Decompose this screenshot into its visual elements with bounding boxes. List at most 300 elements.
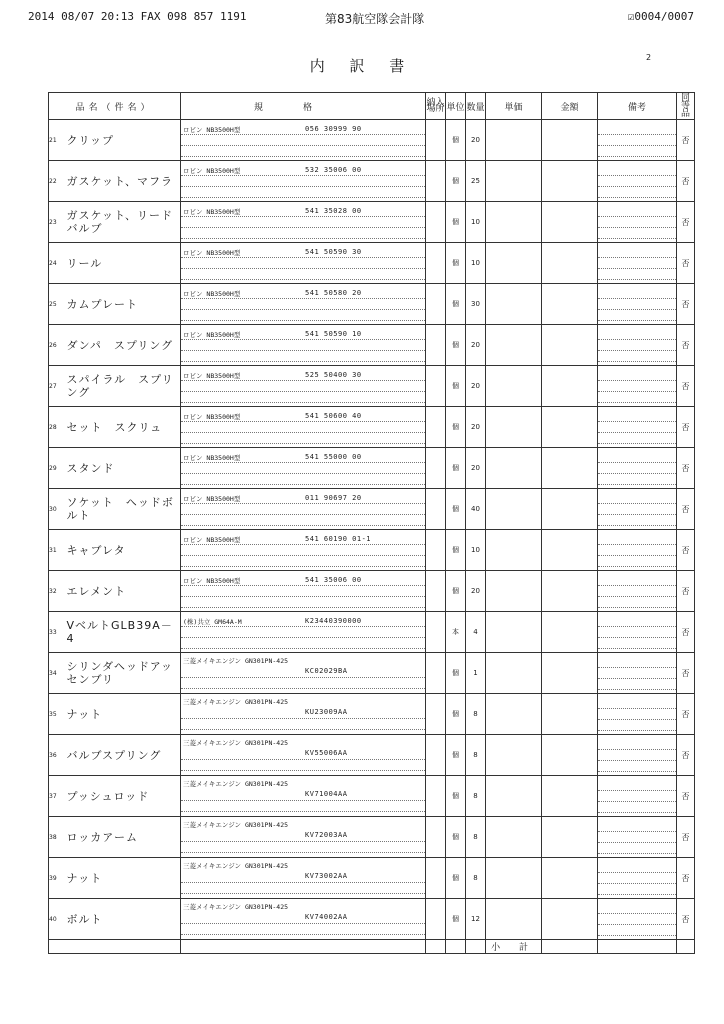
item-spec <box>181 612 426 653</box>
note-line <box>598 464 676 474</box>
unit-price-cell <box>486 735 542 776</box>
spec-line <box>181 575 425 586</box>
note-cell <box>598 120 677 161</box>
table-row <box>49 120 695 161</box>
spec-manufacturer: ロビン NB3500H型 <box>183 330 241 339</box>
note-line <box>598 844 676 854</box>
note-line <box>598 557 676 567</box>
quantity-cell: 20 <box>466 407 486 448</box>
item-name: スパイラル スプリング <box>67 366 181 407</box>
delivery-cell <box>426 202 446 243</box>
spec-part-number: KV55006AA <box>305 749 348 757</box>
delivery-cell <box>426 161 446 202</box>
unit-price-cell <box>486 653 542 694</box>
note-line <box>598 710 676 720</box>
unit-price-cell <box>486 325 542 366</box>
equivalent-flag: 否 <box>677 161 695 202</box>
note-line <box>598 658 676 668</box>
amount-cell <box>542 612 598 653</box>
subtotal-amount <box>542 940 598 954</box>
spec-line <box>181 247 425 258</box>
item-spec <box>181 284 426 325</box>
note-line <box>598 926 676 936</box>
amount-cell <box>542 653 598 694</box>
note-line <box>598 494 676 504</box>
note-line <box>598 166 676 176</box>
quantity-cell: 30 <box>466 284 486 325</box>
equivalent-flag: 否 <box>677 776 695 817</box>
column-header-qty: 数量 <box>466 93 486 120</box>
unit-cell: 個 <box>446 325 466 366</box>
equivalent-flag: 否 <box>677 612 695 653</box>
amount-cell <box>542 489 598 530</box>
note-line <box>598 188 676 198</box>
unit-cell: 個 <box>446 366 466 407</box>
subtotal-flag <box>677 940 695 954</box>
item-name: ボルト <box>67 899 181 940</box>
note-line <box>598 740 676 750</box>
note-line <box>598 393 676 403</box>
quantity-cell: 12 <box>466 899 486 940</box>
spec-line <box>181 411 425 422</box>
unit-price-cell <box>486 776 542 817</box>
spec-line <box>181 124 425 135</box>
note-line <box>598 792 676 802</box>
table-row <box>49 243 695 284</box>
column-header-spec: 規格 <box>181 93 426 120</box>
note-line <box>598 341 676 351</box>
unit-price-cell <box>486 202 542 243</box>
quantity-cell: 20 <box>466 366 486 407</box>
spec-line <box>181 474 425 485</box>
amount-cell <box>542 817 598 858</box>
quantity-cell: 20 <box>466 448 486 489</box>
note-line <box>598 628 676 638</box>
note-cell <box>598 202 677 243</box>
row-number: 24 <box>49 243 67 284</box>
item-spec <box>181 161 426 202</box>
subtotal-blank <box>426 940 446 954</box>
note-line <box>598 125 676 135</box>
spec-line <box>181 422 425 433</box>
item-name: ロッカアーム <box>67 817 181 858</box>
amount-cell <box>542 735 598 776</box>
equivalent-flag: 否 <box>677 899 695 940</box>
unit-price-cell <box>486 489 542 530</box>
note-cell <box>598 407 677 448</box>
spec-manufacturer: 三菱メイキエンジン GN301PN-425 <box>183 821 289 829</box>
amount-cell <box>542 366 598 407</box>
table-row <box>49 284 695 325</box>
item-name: リール <box>67 243 181 284</box>
item-name: セット スクリュ <box>67 407 181 448</box>
note-cell <box>598 366 677 407</box>
unit-price-cell <box>486 161 542 202</box>
spec-line <box>181 493 425 504</box>
subtotal-blank <box>446 940 466 954</box>
delivery-cell <box>426 653 446 694</box>
row-number: 40 <box>49 899 67 940</box>
unit-cell: 個 <box>446 202 466 243</box>
spec-line <box>181 187 425 198</box>
column-header-amount: 金額 <box>542 93 598 120</box>
table-row <box>49 899 695 940</box>
spec-manufacturer: 三菱メイキエンジン GN301PN-425 <box>183 698 289 706</box>
spec-line <box>181 883 425 894</box>
spec-line <box>181 657 425 678</box>
note-line <box>598 781 676 791</box>
spec-line <box>181 135 425 146</box>
amount-cell <box>542 120 598 161</box>
item-spec <box>181 366 426 407</box>
item-spec <box>181 899 426 940</box>
note-line <box>598 352 676 362</box>
unit-cell: 個 <box>446 735 466 776</box>
spec-manufacturer: (株)共立 GM64A-M <box>183 617 242 626</box>
delivery-cell <box>426 530 446 571</box>
item-name: ダンパ スプリング <box>67 325 181 366</box>
table-row <box>49 161 695 202</box>
column-header-note: 備考 <box>598 93 677 120</box>
note-line <box>598 669 676 679</box>
spec-manufacturer: 三菱メイキエンジン GN301PN-425 <box>183 739 289 747</box>
item-name: カムプレート <box>67 284 181 325</box>
spec-part-number: KV71004AA <box>305 790 348 798</box>
delivery-cell <box>426 571 446 612</box>
item-spec <box>181 407 426 448</box>
note-line <box>598 751 676 761</box>
unit-cell: 個 <box>446 407 466 448</box>
note-cell <box>598 612 677 653</box>
note-line <box>598 576 676 586</box>
unit-cell: 個 <box>446 899 466 940</box>
table-row <box>49 366 695 407</box>
spec-part-number: K23440390000 <box>305 616 362 625</box>
note-cell <box>598 817 677 858</box>
equivalent-flag: 否 <box>677 735 695 776</box>
fax-sender-name: 第83航空隊会計隊 <box>325 12 425 26</box>
note-line <box>598 833 676 843</box>
note-line <box>598 229 676 239</box>
subtotal-blank <box>181 940 426 954</box>
row-number: 34 <box>49 653 67 694</box>
spec-part-number: 056 30999 90 <box>305 124 362 133</box>
note-cell <box>598 489 677 530</box>
equivalent-flag: 否 <box>677 243 695 284</box>
unit-cell: 個 <box>446 694 466 735</box>
page-number: 2 <box>646 53 652 62</box>
spec-manufacturer: 三菱メイキエンジン GN301PN-425 <box>183 862 289 870</box>
item-name: ナット <box>67 694 181 735</box>
unit-cell: 個 <box>446 817 466 858</box>
spec-line <box>181 299 425 310</box>
spec-line <box>181 924 425 935</box>
spec-part-number: 541 35006 00 <box>305 575 362 584</box>
spec-part-number: 011 90697 20 <box>305 493 362 502</box>
delivery-cell <box>426 858 446 899</box>
equivalent-flag: 否 <box>677 694 695 735</box>
unit-price-cell <box>486 612 542 653</box>
item-spec <box>181 653 426 694</box>
subtotal-blank <box>466 940 486 954</box>
equivalent-flag: 否 <box>677 571 695 612</box>
delivery-cell <box>426 448 446 489</box>
spec-line <box>181 597 425 608</box>
document-title: 内 訳 書 <box>309 57 415 75</box>
column-header-name: 品名（件名） <box>49 93 181 120</box>
itemized-statement-table <box>48 92 695 954</box>
item-spec <box>181 817 426 858</box>
item-name: ナット <box>67 858 181 899</box>
spec-line <box>181 206 425 217</box>
unit-cell: 個 <box>446 284 466 325</box>
note-line <box>598 680 676 690</box>
spec-line <box>181 616 425 627</box>
equivalent-flag: 否 <box>677 448 695 489</box>
item-spec <box>181 735 426 776</box>
equivalent-flag: 否 <box>677 202 695 243</box>
table-row <box>49 325 695 366</box>
spec-manufacturer: ロビン NB3500H型 <box>183 535 241 544</box>
note-line <box>598 475 676 485</box>
spec-manufacturer: ロビン NB3500H型 <box>183 166 241 175</box>
item-name: ガスケット、リードバルブ <box>67 202 181 243</box>
spec-line <box>181 515 425 526</box>
item-name: ガスケット、マフラ <box>67 161 181 202</box>
row-number: 37 <box>49 776 67 817</box>
spec-line <box>181 310 425 321</box>
note-cell <box>598 325 677 366</box>
equivalent-flag: 否 <box>677 858 695 899</box>
row-number: 32 <box>49 571 67 612</box>
spec-line <box>181 381 425 392</box>
note-line <box>598 874 676 884</box>
unit-price-cell <box>486 366 542 407</box>
spec-line <box>181 392 425 403</box>
spec-part-number: 541 50590 30 <box>305 247 362 256</box>
table-row <box>49 694 695 735</box>
note-line <box>598 863 676 873</box>
spec-part-number: KV72003AA <box>305 831 348 839</box>
item-spec <box>181 776 426 817</box>
item-name: VベルトGLB39A－4 <box>67 612 181 653</box>
note-line <box>598 639 676 649</box>
spec-line <box>181 452 425 463</box>
spec-manufacturer: ロビン NB3500H型 <box>183 207 241 216</box>
note-line <box>598 587 676 597</box>
note-line <box>598 535 676 545</box>
spec-line <box>181 329 425 340</box>
item-spec <box>181 571 426 612</box>
note-line <box>598 516 676 526</box>
unit-cell: 個 <box>446 530 466 571</box>
column-header-equivalent: 同等品 <box>677 93 695 120</box>
item-name: キャブレタ <box>67 530 181 571</box>
equivalent-flag: 否 <box>677 489 695 530</box>
note-line <box>598 382 676 392</box>
spec-line <box>181 288 425 299</box>
row-number: 33 <box>49 612 67 653</box>
item-name: シリンダヘッドアッセンブリ <box>67 653 181 694</box>
quantity-cell: 20 <box>466 120 486 161</box>
spec-line <box>181 165 425 176</box>
delivery-cell <box>426 694 446 735</box>
note-line <box>598 762 676 772</box>
spec-line <box>181 760 425 771</box>
subtotal-note <box>598 940 677 954</box>
spec-line <box>181 556 425 567</box>
amount-cell <box>542 202 598 243</box>
spec-line <box>181 638 425 649</box>
item-name: ソケット ヘッドボルト <box>67 489 181 530</box>
row-number: 31 <box>49 530 67 571</box>
table-row <box>49 653 695 694</box>
note-line <box>598 300 676 310</box>
unit-price-cell <box>486 448 542 489</box>
spec-line <box>181 433 425 444</box>
quantity-cell: 4 <box>466 612 486 653</box>
subtotal-blank <box>49 940 181 954</box>
row-number: 26 <box>49 325 67 366</box>
subtotal-label: 小 計 <box>486 940 542 954</box>
quantity-cell: 8 <box>466 858 486 899</box>
spec-line <box>181 739 425 760</box>
delivery-cell <box>426 817 446 858</box>
delivery-cell <box>426 899 446 940</box>
item-spec <box>181 120 426 161</box>
unit-price-cell <box>486 899 542 940</box>
note-line <box>598 147 676 157</box>
note-cell <box>598 243 677 284</box>
quantity-cell: 20 <box>466 571 486 612</box>
spec-line <box>181 719 425 730</box>
equivalent-flag: 否 <box>677 653 695 694</box>
unit-price-cell <box>486 858 542 899</box>
note-line <box>598 822 676 832</box>
spec-line <box>181 351 425 362</box>
amount-cell <box>542 284 598 325</box>
delivery-cell <box>426 243 446 284</box>
amount-cell <box>542 899 598 940</box>
item-name: スタンド <box>67 448 181 489</box>
spec-line <box>181 678 425 689</box>
spec-line <box>181 780 425 801</box>
spec-manufacturer: ロビン NB3500H型 <box>183 371 241 380</box>
row-number: 23 <box>49 202 67 243</box>
spec-manufacturer: ロビン NB3500H型 <box>183 576 241 585</box>
spec-line <box>181 146 425 157</box>
note-line <box>598 412 676 422</box>
spec-part-number: KV73002AA <box>305 872 348 880</box>
spec-part-number: KU23009AA <box>305 708 348 716</box>
spec-manufacturer: ロビン NB3500H型 <box>183 125 241 134</box>
column-header-delivery: 納入場所 <box>426 93 446 120</box>
fax-header <box>28 10 694 26</box>
spec-part-number: 541 50600 40 <box>305 411 362 420</box>
amount-cell <box>542 694 598 735</box>
spec-part-number: 532 35006 00 <box>305 165 362 174</box>
unit-cell: 個 <box>446 858 466 899</box>
equivalent-flag: 否 <box>677 366 695 407</box>
table-row <box>49 858 695 899</box>
spec-manufacturer: ロビン NB3500H型 <box>183 248 241 257</box>
spec-part-number: KC02029BA <box>305 667 348 675</box>
amount-cell <box>542 571 598 612</box>
unit-cell: 個 <box>446 776 466 817</box>
spec-line <box>181 176 425 187</box>
table-row <box>49 407 695 448</box>
note-cell <box>598 694 677 735</box>
spec-line <box>181 504 425 515</box>
unit-price-cell <box>486 243 542 284</box>
quantity-cell: 10 <box>466 530 486 571</box>
item-spec <box>181 243 426 284</box>
amount-cell <box>542 858 598 899</box>
spec-line <box>181 903 425 924</box>
fax-page-counter: ☑0004/0007 <box>627 10 694 23</box>
row-number: 29 <box>49 448 67 489</box>
note-line <box>598 598 676 608</box>
note-line <box>598 904 676 914</box>
spec-line <box>181 862 425 883</box>
note-cell <box>598 448 677 489</box>
column-header-unit: 単位 <box>446 93 466 120</box>
note-line <box>598 177 676 187</box>
note-line <box>598 423 676 433</box>
quantity-cell: 20 <box>466 325 486 366</box>
subtotal-row <box>49 940 695 954</box>
spec-line <box>181 821 425 842</box>
item-name: バルブスプリング <box>67 735 181 776</box>
amount-cell <box>542 530 598 571</box>
quantity-cell: 10 <box>466 202 486 243</box>
item-spec <box>181 489 426 530</box>
amount-cell <box>542 325 598 366</box>
quantity-cell: 8 <box>466 776 486 817</box>
note-line <box>598 803 676 813</box>
row-number: 39 <box>49 858 67 899</box>
spec-line <box>181 370 425 381</box>
spec-part-number: KV74002AA <box>305 913 348 921</box>
row-number: 21 <box>49 120 67 161</box>
spec-manufacturer: 三菱メイキエンジン GN301PN-425 <box>183 780 289 788</box>
equivalent-flag: 否 <box>677 817 695 858</box>
item-spec <box>181 858 426 899</box>
spec-part-number: 541 35028 00 <box>305 206 362 215</box>
amount-cell <box>542 243 598 284</box>
delivery-cell <box>426 284 446 325</box>
note-cell <box>598 571 677 612</box>
unit-price-cell <box>486 120 542 161</box>
equivalent-flag: 否 <box>677 325 695 366</box>
unit-cell: 個 <box>446 571 466 612</box>
item-spec <box>181 448 426 489</box>
note-line <box>598 330 676 340</box>
equivalent-flag: 否 <box>677 530 695 571</box>
spec-manufacturer: ロビン NB3500H型 <box>183 412 241 421</box>
spec-line <box>181 545 425 556</box>
table-row <box>49 530 695 571</box>
table-header-row <box>49 93 695 120</box>
spec-manufacturer: ロビン NB3500H型 <box>183 289 241 298</box>
note-line <box>598 885 676 895</box>
note-line <box>598 136 676 146</box>
delivery-cell <box>426 612 446 653</box>
quantity-cell: 40 <box>466 489 486 530</box>
equivalent-flag: 否 <box>677 284 695 325</box>
spec-line <box>181 842 425 853</box>
note-line <box>598 546 676 556</box>
